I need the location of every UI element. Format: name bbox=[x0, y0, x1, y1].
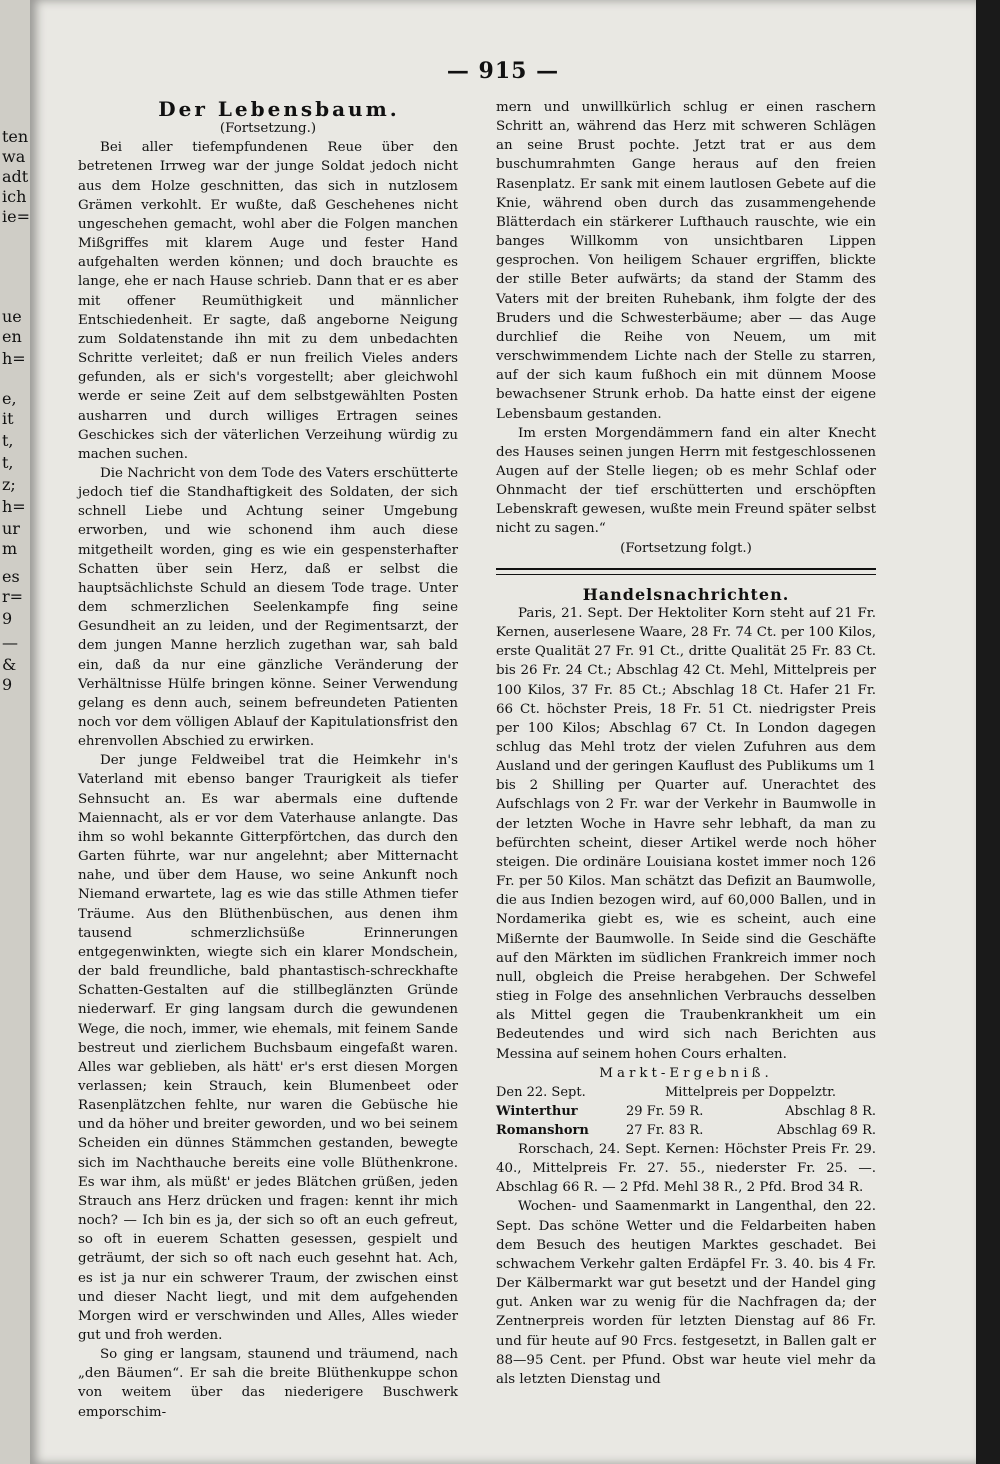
market-row bbox=[496, 1121, 876, 1140]
market-change: Abschlag 69 R. bbox=[777, 1122, 876, 1138]
edge-text-fragment: ie= bbox=[2, 207, 30, 226]
paris-report: Paris, 21. Sept. Der Hektoliter Korn steht auf 21 Fr. Kernen, auserlesene Waare, 28 Fr. 74 Ct. per 100 Kilos, erste Qualität 27 Fr. 91 Ct., dritte Qualität 25 Fr. 83 Ct. bis 26 Fr. 24 Ct.; Abschlag 42 Ct. Mehl, Mittelpreis per 100 Kilos, 37 Fr. 85 Ct.; Abschlag 18 Ct. Hafer 21 Fr. 66 Ct. höchster Preis, 18 Fr. 51 Ct. niedrigster Preis per 100 Kilos; Abschlag 67 Ct. In London dagegen schlug das Mehl trotz der vielen Zufuhren aus dem Ausland und der geringen Kauflust des Publikums um 1 bis 2 Shilling per Quarter auf. Unerachtet des Aufschlags von 2 Fr. war der Verkehr in Baumwolle in der letzten Woche in Havre sehr lebhaft, da man zu befürchten scheint, dieser Artikel werde noch höher steigen. Die ordinäre Louisiana kostet immer noch 126 Fr. per 50 Kilos. Man schätzt das Defizit an Baumwolle, die aus Indien bezogen wird, auf 60,000 Ballen, und in Nordamerika giebt es, wie es scheint, auch eine Mißernte der Baumwolle. In Seide sind die Geschäfte auf den Märkten im südlichen Frankreich immer noch null, obgleich die Preise herabgehen. Der Schwefel stieg in Folge des ansehnlichen Verbrauchs desselben als Mittel gegen die Traubenkrankheit um ein Bedeutendes und wird sich nach Berichten aus Messina auf seinem hohen Cours erhalten. bbox=[496, 605, 876, 1062]
market-change: Abschlag 8 R. bbox=[785, 1103, 876, 1119]
story-continuation: mern und unwillkürlich schlug er einen raschern Schritt an, während das Herz mit schweren Schlägen an seine Brust pochte. Jetzt trat er aus dem buschumrahmten Gange heraus auf den freien Rasenplatz. Er sank mit einem lautlosen Gebete auf die Knie, während oben durch das zusammengehende Blätterdach ein stärkerer Lufthauch rauschte, wie ein banges Willkomm von unsichtbaren Lippen gesprochen. Von heiligem Schauer ergriffen, blickte der stille Beter aufwärts; da stand der Stamm des Vaters mit der breiten Ruhebank, ihm folgte der des Bruders und die Schwesterbäume; aber — das Auge durchlief die Reihe von Neuem, um mit verschwimmendem Lichte nach der Stelle zu starren, auf der sich kaum fußhoch ein mit dünnem Moose bewachsener Strunk erhob. Da hatte einst der eigene Lebensbaum gestanden. bbox=[496, 100, 876, 422]
edge-text-fragment: e, bbox=[2, 389, 17, 408]
edge-text-fragment: it bbox=[2, 409, 14, 428]
langenthal-report: Wochen- und Saamenmarkt in Langenthal, den 22. Sept. Das schöne Wetter und die Feldarbeiten haben dem Besuch des heutigen Marktes geschadet. Bei schwachem Verkehr galten Erdäpfel Fr. 3. 40. bis 4 Fr. Der Kälbermarkt war gut besetzt und der Handel ging gut. Anken war zu wenig für die Nachfragen da; der Zentnerpreis worden für letzten Dienstag auf 86 Fr. und für heute auf 90 Frcs. festgesetzt, in Ballen galt er 88—95 Cent. per Pfund. Obst war heute viel mehr da als letzten Dienstag und bbox=[496, 1199, 876, 1387]
story-title: Der Lebensbaum. bbox=[158, 97, 400, 121]
story-subtitle: (Fortsetzung.) bbox=[219, 121, 317, 137]
edge-text-fragment: wa bbox=[2, 147, 26, 166]
commerce-title: Handelsnachrichten. bbox=[582, 584, 790, 604]
market-title: Markt-Ergebniß. bbox=[599, 1065, 773, 1081]
edge-text-fragment: adt bbox=[2, 167, 29, 186]
edge-text-fragment: en bbox=[2, 327, 22, 346]
edge-text-fragment: z; bbox=[2, 475, 16, 494]
edge-text-fragment: t, bbox=[2, 453, 14, 472]
adjacent-page-edge bbox=[0, 0, 34, 1464]
edge-text-fragment: m bbox=[2, 539, 18, 558]
market-place: Romanshorn bbox=[496, 1122, 589, 1138]
market-price: 27 Fr. 83 R. bbox=[626, 1122, 704, 1138]
story-paragraph: Bei aller tiefempfundenen Reue über den betretenen Irrweg war der junge Soldat jedoch nicht aus dem Holze geschnitten, das sich in nutzlosem Grämen verkohlt. Er wußte, daß Geschehenes nicht ungeschehen gemacht, wohl aber die Folgen manchen Mißgriffes mit klarem Auge und fester Hand aufgehalten werden können; und doch brauchte es lange, ehe er nach Hause schrieb. Dann that er es aber mit offener Reumüthigkeit und männlicher Entschiedenheit. Er sagte, daß angeborne Neigung zum Soldatenstande ihn mit zu dem unbedachten Schritte verleitet; daß er nun freilich Vieles anders gefunden, als er sich's vorgestellt; aber gleichwohl werde er seine Zeit auf dem selbstgewählten Posten ausharren und durch williges Ertragen seines Geschickes sich der väterlichen Verzeihung würdig zu machen suchen. bbox=[78, 140, 458, 462]
edge-text-fragment: 9 bbox=[2, 675, 13, 694]
left-column bbox=[78, 97, 458, 1422]
edge-text-fragment: 9 bbox=[2, 609, 13, 628]
edge-text-fragment: h= bbox=[2, 497, 26, 516]
market-place: Winterthur bbox=[496, 1103, 578, 1119]
edge-text-fragment: h= bbox=[2, 349, 26, 368]
edge-text-fragment: r= bbox=[2, 587, 24, 606]
section-divider bbox=[496, 568, 876, 575]
story-paragraph: Der junge Feldweibel trat die Heimkehr in's Vaterland mit ebenso banger Traurigkeit als tiefer Sehnsucht an. Es war abermals eine duftende Maiennacht, als er vor dem Vaterhause anlangte. Das ihm so wohl bekannte Gitterpförtchen, das durch den Garten führte, war nur angelehnt; aber Mitternacht nahe, und über dem Hause, wo seine Ankunft noch Niemand erwartete, lag es wie das stille Athmen tiefer Träume. Aus den Blüthenbüschen, aus denen ihm tausend schmerzlichsüße Erinnerungen entgegenwinkten, wiegte sich ein klarer Mondschein, der bald freundliche, bald phantastisch-schreckhafte Schatten-Gestalten auf die stillbeglänzten Gründe niederwarf. Er ging langsam durch die gewundenen Wege, die noch, immer, wie ehemals, mit feinem Sande bestreut und zierlichem Buchsbaum eingefaßt waren. Alles war geblieben, als hätt' er's erst diesen Morgen verlassen; kein Strauch, kein Blumenbeet oder Rasenplätzchen fehlte, nur waren die Gebüsche hie und da höher und breiter geworden, und wo bei seinem Scheiden ein dünnes Stämmchen gestanden, bewegte sich im Nachthauche bereits eine volle Blüthenkrone. Es war ihm, als müßt' er jedes Blätchen grüßen, jeden Strauch ans Herz drücken und fragen: kennt ihr mich noch? — Ich bin es ja, der sich so oft an euch gefreut, so oft in euerem Schatten gesessen, gespielt und geträumt, der sich so oft nach euch gesehnt hat. Ach, es ist ja nur ein schwerer Traum, der zwischen einst und dieser Nacht liegt, und mit dem aufgehenden Morgen wird er verschwinden und Alles, Alles wieder gut und froh werden. bbox=[78, 753, 458, 1343]
edge-text-fragment: ten bbox=[2, 127, 29, 146]
market-price: 29 Fr. 59 R. bbox=[626, 1103, 704, 1119]
story-paragraph: So ging er langsam, staunend und träumend, nach „den Bäumen“. Er sah die breite Blüthenkuppe schon von weitem über das niederigere Buschwerk emporschim- bbox=[78, 1347, 458, 1420]
market-header bbox=[496, 1083, 876, 1102]
edge-text-fragment: ich bbox=[2, 187, 27, 206]
to-be-continued: (Fortsetzung folgt.) bbox=[620, 540, 752, 556]
market-date: Den 22. Sept. bbox=[496, 1084, 586, 1100]
market-column-label: Mittelpreis per Doppelztr. bbox=[664, 1084, 836, 1100]
edge-text-fragment: ur bbox=[2, 519, 20, 538]
edge-text-fragment: ue bbox=[2, 307, 22, 326]
story-paragraph: Die Nachricht von dem Tode des Vaters erschütterte jedoch tief die Standhaftigkeit des Soldaten, der sich schnell Liebe und Achtung seiner Umgebung erworben, und wie schonend ihm auch diese mitgetheilt worden, ging es wie ein gespensterhafter Schatten über sein Herz, daß er selbst die hauptsächlichste Schuld an diesem Tode trage. Unter dem schmerzlichen Seelenkampfe fing seine Gesundheit an zu leiden, und der Regimentsarzt, der dem jungen Manne herzlich zugethan war, sah bald ein, daß da nur eine gänzliche Veränderung der Verhältnisse Hülfe bringen könne. Seiner Verwendung gelang es denn auch, seinem befreundeten Patienten noch vor dem völligen Ablauf der Kapitulationsfrist den ehrenvollen Abschied zu erwirken. bbox=[78, 465, 458, 750]
edge-text-fragment: es bbox=[2, 567, 20, 586]
edge-text-fragment: & bbox=[2, 655, 17, 674]
market-row bbox=[496, 1102, 876, 1121]
newspaper-page bbox=[30, 0, 976, 1464]
edge-text-fragment: — bbox=[2, 633, 18, 652]
right-column bbox=[496, 98, 876, 1389]
rorschach-report: Rorschach, 24. Sept. Kernen: Höchster Preis Fr. 29. 40., Mittelpreis Fr. 27. 55., niederster Fr. 25. —. Abschlag 66 R. — 2 Pfd. Mehl 38 R., 2 Pfd. Brod 34 R. bbox=[496, 1141, 876, 1196]
page-number: — 915 — bbox=[446, 58, 560, 84]
story-continuation: Im ersten Morgendämmern fand ein alter Knecht des Hauses seinen jungen Herrn mit festgeschlossenen Augen auf der Stelle liegen; ob es mehr Schlaf oder Ohnmacht der tief erschütterten und erschöpften Lebenskraft gewesen, wußte mein Freund später selbst nicht zu sagen.“ bbox=[496, 425, 876, 537]
edge-text-fragment: t, bbox=[2, 431, 14, 450]
